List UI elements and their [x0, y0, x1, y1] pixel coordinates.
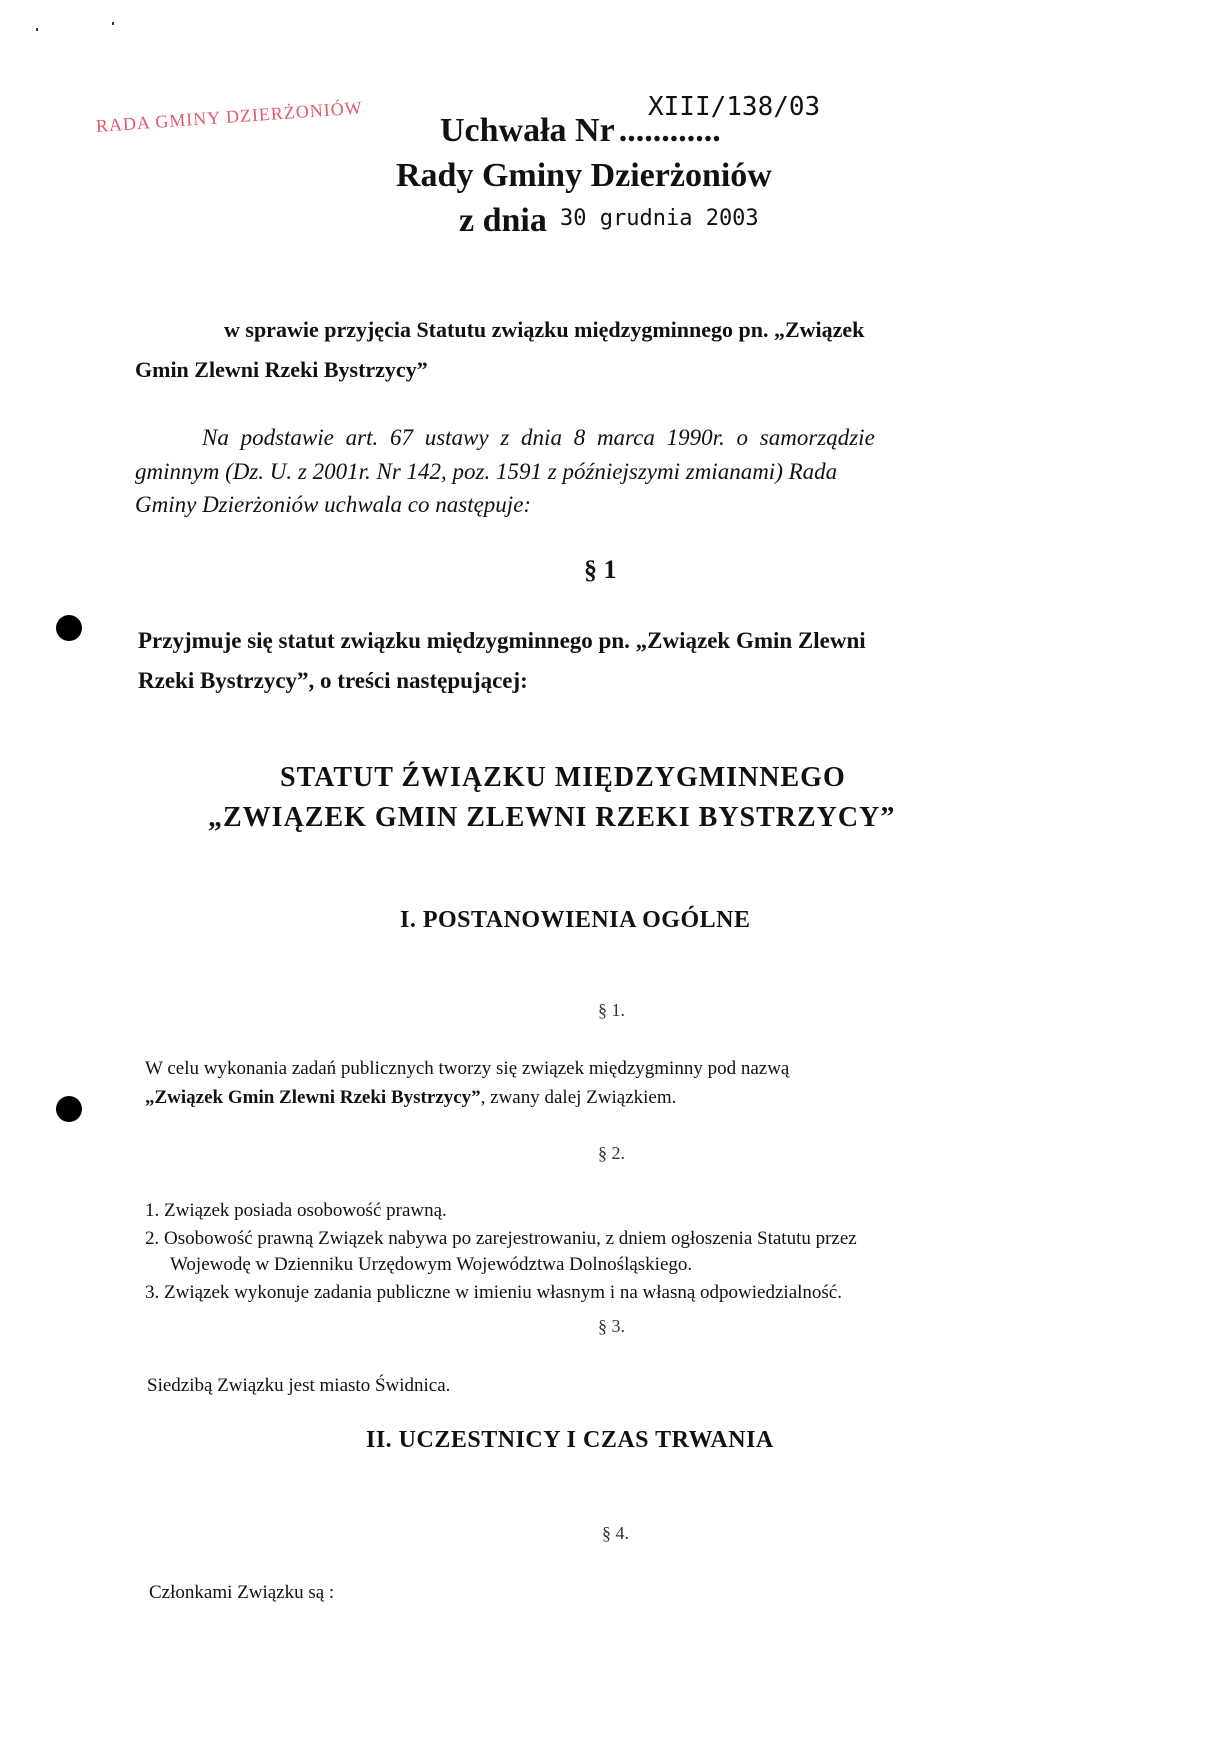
section-2-title: II. UCZESTNICY I CZAS TRWANIA: [366, 1427, 774, 1453]
paragraph-1-line-1: Przyjmuje się statut związku międzygminnego pn. „Związek Gmin Zlewni: [138, 628, 866, 653]
statute-title-line-1: STATUT ŹWIĄZKU MIĘDZYGMINNEGO: [280, 762, 846, 793]
statute-paragraph-3-text: Siedzibą Związku jest miasto Świdnica.: [147, 1375, 451, 1396]
statute-item-1: 1. Związek posiada osobowość prawną.: [145, 1200, 447, 1221]
statute-paragraph-1-text-1: W celu wykonania zadań publicznych tworzy się związek międzygminny pod nazwą: [145, 1058, 790, 1079]
date-label: z dnia: [459, 202, 547, 239]
statute-paragraph-3-number: § 3.: [598, 1316, 625, 1336]
statute-paragraph-1-text-2: [145, 1087, 676, 1109]
statute-item-2-continued: Wojewodę w Dzienniku Urzędowym Województwa Dolnośląskiego.: [170, 1254, 693, 1275]
council-name: Rady Gminy Dzierżoniów: [396, 157, 772, 194]
statute-paragraph-4-text: Członkami Związku są :: [149, 1582, 335, 1603]
statute-paragraph-1-number: § 1.: [598, 1000, 625, 1020]
statute-item-2: 2. Osobowość prawną Związek nabywa po zarejestrowaniu, z dniem ogłoszenia Statutu przez: [145, 1228, 857, 1249]
paragraph-1-line-2: Rzeki Bystrzycy”, o treści następującej:: [138, 668, 528, 693]
resolution-number: XIII/138/03: [648, 92, 821, 122]
statute-title-line-2: „ZWIĄZEK GMIN ZLEWNI RZEKI BYSTRZYCY”: [208, 802, 896, 833]
statute-paragraph-4-number: § 4.: [602, 1523, 629, 1543]
union-name-suffix: , zwany dalej Związkiem.: [480, 1087, 677, 1108]
subject-line-2: Gmin Zlewni Rzeki Bystrzycy”: [135, 357, 428, 382]
paragraph-1-heading: § 1: [584, 555, 617, 584]
statute-item-3: 3. Związek wykonuje zadania publiczne w imieniu własnym i na własną odpowiedzialność.: [145, 1282, 842, 1303]
legal-basis-line-2: gminnym (Dz. U. z 2001r. Nr 142, poz. 1591 z późniejszymi zmianami) Rada: [135, 459, 838, 484]
scan-speck: [112, 22, 114, 25]
legal-basis-line-1: Na podstawie art. 67 ustawy z dnia 8 marca 1990r. o samorządzie: [202, 425, 875, 450]
statute-paragraph-2-number: § 2.: [598, 1143, 625, 1163]
resolution-date: 30 grudnia 2003: [560, 206, 759, 231]
legal-basis-line-3: Gminy Dzierżoniów uchwala co następuje:: [135, 492, 532, 517]
scan-speck: [36, 28, 38, 31]
punch-hole: [56, 615, 82, 641]
council-stamp: RADA GMINY DZIERŻONIÓW: [95, 97, 364, 136]
union-name: „Związek Gmin Zlewni Rzeki Bystrzycy”: [145, 1087, 481, 1108]
section-1-title: I. POSTANOWIENIA OGÓLNE: [400, 907, 751, 933]
resolution-dots: ............: [618, 112, 721, 149]
date-line: [459, 202, 547, 240]
resolution-label: Uchwała Nr: [440, 112, 615, 149]
punch-hole: [56, 1096, 82, 1122]
subject-line-1: w sprawie przyjęcia Statutu związku międzygminnego pn. „Związek: [224, 317, 865, 342]
